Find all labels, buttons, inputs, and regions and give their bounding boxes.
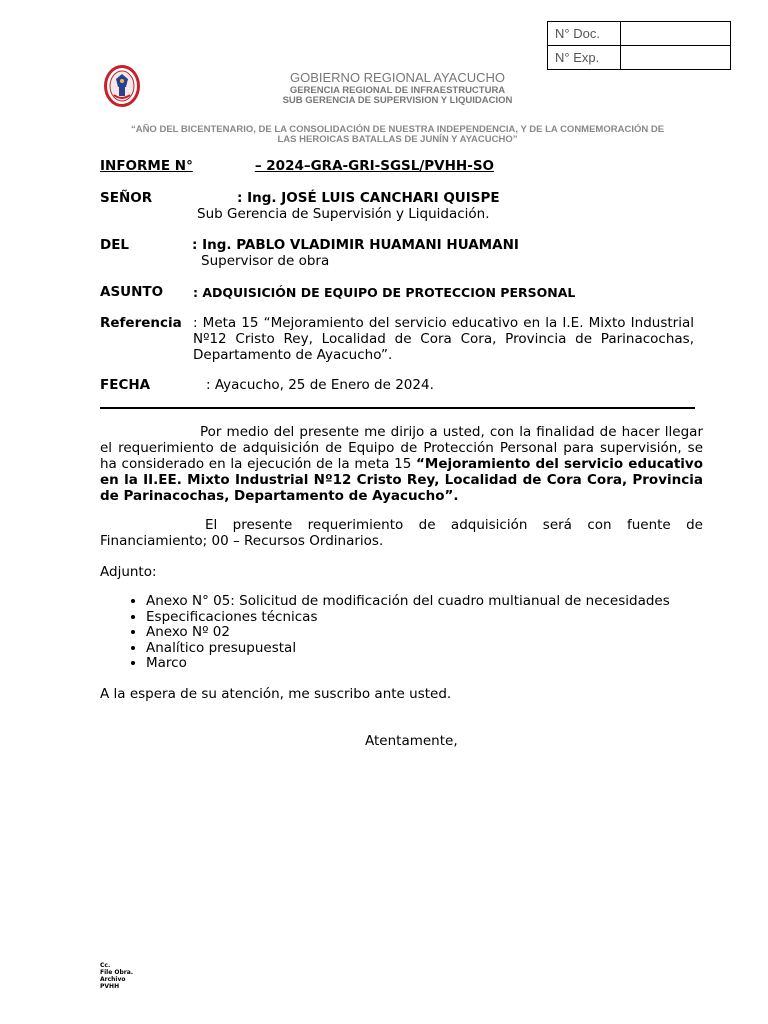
recipient-position: Sub Gerencia de Supervisión y Liquidación. [197, 206, 490, 222]
cc-line-1: Cc. [100, 962, 111, 969]
attachments-list [100, 594, 766, 672]
header-sub-department: SUB GERENCIA DE SUPERVISION Y LIQUIDACION [282, 95, 513, 106]
year-motto [100, 125, 695, 145]
report-number-code: – 2024–GRA-GRI-SGSL/PVHH-SO [254, 158, 495, 174]
subject-value: : ADQUISICIÓN DE EQUIPO DE PROTECCION PERSONAL [193, 285, 576, 300]
list-item: • Marco [146, 656, 766, 672]
report-number-label: INFORME N° [100, 158, 193, 174]
body-paragraph-1 [100, 424, 703, 504]
list-item: • Anexo N° 05: Solicitud de modificación del cuadro multianual de necesidades [146, 594, 766, 610]
exp-number-value [621, 46, 731, 70]
report-number-line [100, 158, 500, 174]
sender-position: Supervisor de obra [201, 253, 330, 269]
sign-off: Atentamente, [365, 733, 458, 749]
regional-government-seal-logo [104, 65, 140, 107]
header-divider-line [100, 407, 695, 409]
subject-label: ASUNTO [100, 284, 164, 300]
reference-value: : Meta 15 “Mejoramiento del servicio educativo en la I.E. Mixto Industrial Nº12 Cristo Rey, Localidad de Cora Cora, Provincia de Parinacochas, Departamento de Ayacucho”. [193, 315, 694, 363]
recipient-label: SEÑOR [100, 190, 153, 206]
list-item: • Anexo Nº 02 [146, 625, 766, 641]
header-department: GERENCIA REGIONAL DE INFRAESTRUCTURA [289, 85, 506, 96]
closing-sentence: A la espera de su atención, me suscribo ante usted. [100, 686, 452, 702]
date-value: : Ayacucho, 25 de Enero de 2024. [206, 377, 434, 393]
doc-number-label: N° Doc. [548, 22, 621, 46]
recipient-name: : Ing. JOSÉ LUIS CANCHARI QUISPE [237, 190, 500, 206]
cc-line-3: Archivo [100, 976, 126, 983]
reference-label: Referencia [100, 315, 182, 331]
project-name-bold: “Mejoramiento del servicio educativo en la II.EE. Mixto Industrial Nº12 Cristo Rey, Localidad de Cora Cora, Provincia de Parinacochas, Departamento de Ayacucho”. [100, 456, 703, 504]
year-motto-line2: LAS HEROICAS BATALLAS DE JUNÍN Y AYACUCHO” [277, 134, 518, 145]
sender-name: : Ing. PABLO VLADIMIR HUAMANI HUAMANI [192, 237, 519, 253]
list-item: • Analítico presupuestal [146, 641, 766, 657]
list-item: • Especificaciones técnicas [146, 610, 766, 626]
header-organization: GOBIERNO REGIONAL AYACUCHO [289, 70, 506, 85]
cc-line-4: PVHH [100, 983, 120, 990]
document-number-box [547, 21, 731, 70]
exp-number-label: N° Exp. [548, 46, 621, 70]
body-paragraph-1-text: Por medio del presente me dirijo a usted, con la finalidad de hacer llegar el requerimiento de adquisición de Equipo de Protección Personal para supervisión, se ha considerado en la ejecución de la meta 15 [100, 424, 703, 472]
body-paragraph-2: El presente requerimiento de adquisición será con fuente de Financiamiento; 00 – Recursos Ordinarios. [100, 517, 703, 549]
attachments-label: Adjunto: [100, 564, 157, 580]
year-motto-line1: “AÑO DEL BICENTENARIO, DE LA CONSOLIDACIÓN DE NUESTRA INDEPENDENCIA, Y DE LA CONMEMORACIÓN DE [130, 124, 665, 135]
date-label: FECHA [100, 377, 151, 393]
sender-label: DEL [100, 237, 130, 253]
doc-number-value [621, 22, 731, 46]
cc-line-2: File Obra. [100, 969, 134, 976]
